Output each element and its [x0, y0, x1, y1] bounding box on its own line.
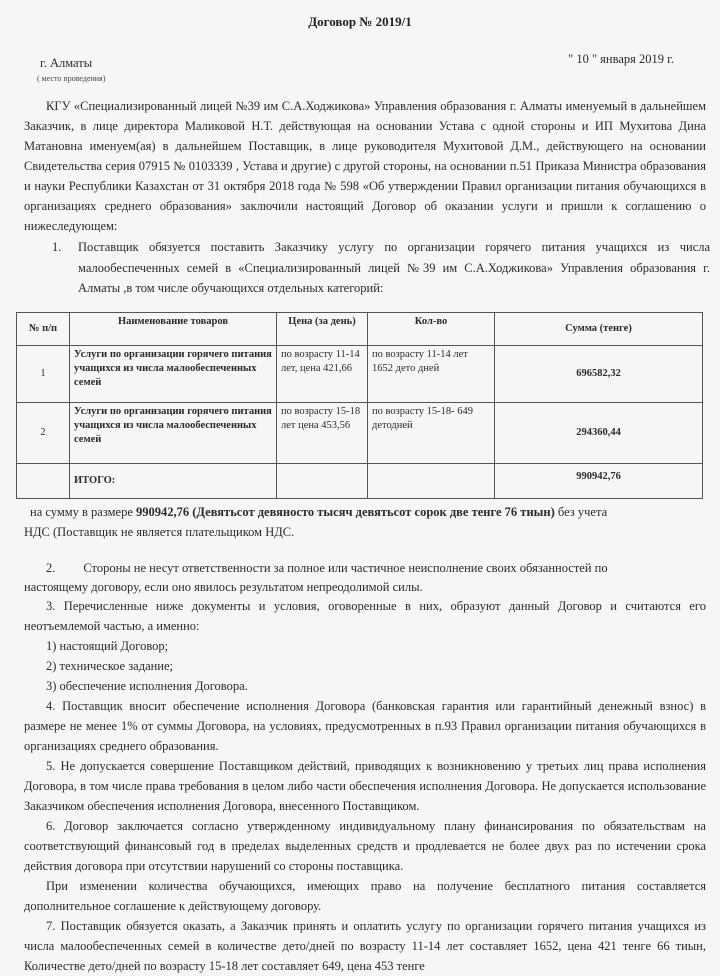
- clause-4: 4. Поставщик вносит обеспечение исполнения Договора (банковская гарантия или гарантийный денежный взнос) в размере не менее 1% от суммы Договора, на условиях, предусмотренных в п.93 Правил организации питания обучающихся в организациях среднего образования.: [24, 699, 706, 753]
- cell-sum: 696582,32: [495, 346, 703, 403]
- cell-price: по возрасту 15-18 лет цена 453,56: [277, 403, 368, 464]
- clause-1: [24, 237, 710, 299]
- table-header-row: [17, 313, 703, 346]
- cell-sum: 294360,44: [495, 403, 703, 464]
- clause-2-number: 2.: [46, 561, 56, 575]
- table-row: [17, 346, 703, 403]
- clause-2-text: Стороны не несут ответственности за полное или частичное неисполнение своих обязанностей по: [83, 561, 608, 575]
- amount-suffix: без учета: [554, 505, 608, 519]
- clause-2-line-2: настоящему договору, если оно явилось результатом непреодолимой силы.: [24, 580, 423, 594]
- clause-3-item: 1) настоящий Договор;: [46, 639, 169, 653]
- document-title: Договор № 2019/1: [308, 14, 412, 29]
- header-price: Цена (за день): [277, 313, 368, 346]
- amount-value: 990942,76 (Девятьсот девяносто тысяч девятьсот сорок две тенге 76 тиын): [136, 505, 555, 519]
- total-sum: 990942,76: [495, 464, 703, 499]
- header-qty: Кол-во: [368, 313, 495, 346]
- city: г. Алматы: [40, 56, 93, 70]
- cell-name: Услуги по организации горячего питания учащихся из числа малообеспеченных семей: [70, 346, 277, 403]
- clause-3-item: 2) техническое задание;: [46, 659, 174, 673]
- clause-1-number: 1.: [52, 240, 62, 254]
- clause-3-item: 3) обеспечение исполнения Договора.: [46, 679, 248, 693]
- clause-7: 7. Поставщик обязуется оказать, а Заказчик принять и оплатить услугу по организации горячего питания учащихся из числа малообеспеченных семей в количестве дето/дней по возрасту 11-14 лет составляет 1652, цена 421 тенге 66 тиын, Количестве дето/дней по возрасту 15-18 лет составляет 649, цена 453 тенге: [24, 919, 706, 973]
- cell-empty: [368, 464, 495, 499]
- cell-name: Услуги по организации горячего питания учащихся из числа малообеспеченных семей: [70, 403, 277, 464]
- cell-qty: по возрасту 15-18- 649 детодней: [368, 403, 495, 464]
- goods-table: [16, 312, 703, 499]
- table-row: [17, 403, 703, 464]
- amount-prefix: на сумму в размере: [30, 505, 136, 519]
- cell-qty: по возрасту 11-14 лет 1652 дето дней: [368, 346, 495, 403]
- total-label: ИТОГО:: [70, 464, 277, 499]
- clause-6: 6. Договор заключается согласно утвержденному индивидуальному плану финансирования по обязательствам на соответствующий финансовый год в пределах выделенных средств и продлевается не более двух раз по истечении срока действия договора при отсутствии нарушений со стороны поставщика.: [24, 819, 706, 873]
- contract-date: " 10 " января 2019 г.: [568, 52, 674, 66]
- clause-2-line-1: [24, 558, 710, 578]
- cell-empty: [17, 464, 70, 499]
- amount-line: [30, 502, 716, 522]
- preamble: КГУ «Специализированный лицей №39 им С.А.Ходжикова» Управления образования г. Алматы именуемый в дальнейшем Заказчик, в лице директора Маликовой Н.Т. действующая на основании Устава с одной стороны и ИП Мухитова Дина Матановна именуем(ая) в дальнейшем Поставщик, в лице руководителя Мухитовой Д.М., действующего на основании Свидетельства серия 07915 № 0103339 , Устава и другие) с другой стороны, на основании п.51 Приказа Министра образования и науки Республики Казахстан от 31 октября 2018 года № 598 «Об утверждении Правил организации питания обучающихся в организациях среднего образования» заключили настоящий Договор об оказании услуги и пришли к соглашению о нижеследующем:: [24, 99, 706, 233]
- clause-6-note: При изменении количества обучающихся, имеющих право на получение бесплатного питания составляется дополнительное соглашение к действующему договору.: [24, 879, 706, 913]
- header-sum: Сумма (тенге): [495, 313, 703, 346]
- city-note: ( место проведения): [37, 74, 106, 83]
- cell-num: 2: [17, 403, 70, 464]
- vat-note: НДС (Поставщик не является плательщиком НДС.: [24, 525, 295, 539]
- cell-price: по возрасту 11-14 лет, цена 421,66: [277, 346, 368, 403]
- table-total-row: [17, 464, 703, 499]
- header-name: Наименование товаров: [70, 313, 277, 346]
- header-num: № п/п: [17, 313, 70, 346]
- cell-num: 1: [17, 346, 70, 403]
- clause-3: 3. Перечисленные ниже документы и условия, оговоренные в них, образуют данный Договор и считаются его неотъемлемой частью, а именно:: [24, 599, 706, 633]
- clause-5: 5. Не допускается совершение Поставщиком действий, приводящих к возникновению у третьих лиц права исполнения Договора, в том числе права требования в целом либо части обеспечения исполнения Договора. Не допускается использование Заказчиком обеспечения исполнения Договора, внесенного Поставщиком.: [24, 759, 706, 813]
- clause-1-text: Поставщик обязуется поставить Заказчику услугу по организации горячего питания учащихся из числа малообеспеченных семей в «Специализированный лицей №39 им С.А.Ходжикова» Управления образования г. Алматы ,в том числе обучающихся отдельных категорий:: [78, 240, 710, 295]
- cell-empty: [277, 464, 368, 499]
